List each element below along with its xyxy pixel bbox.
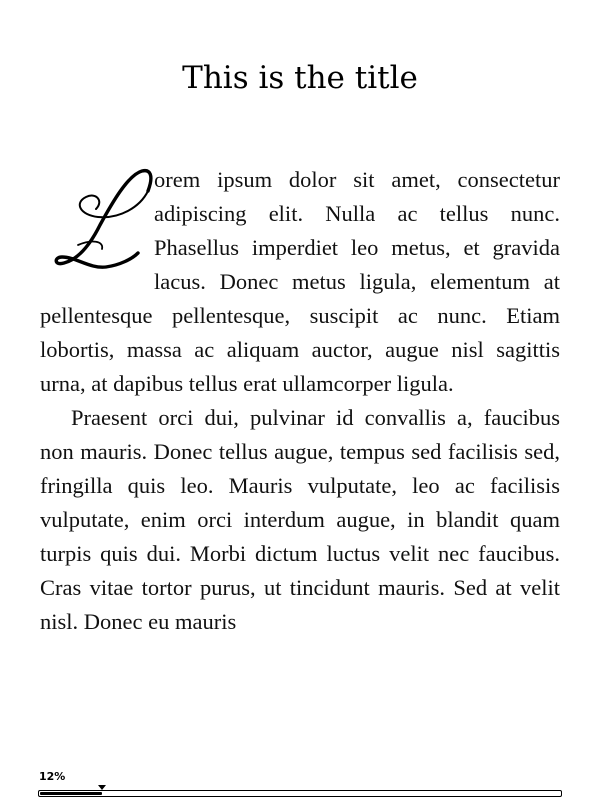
progress-fill bbox=[40, 792, 102, 795]
reading-progress-bar[interactable] bbox=[38, 770, 562, 800]
progress-percent: 12% bbox=[39, 770, 66, 783]
progress-track[interactable] bbox=[38, 790, 562, 797]
paragraph-1 bbox=[40, 163, 560, 401]
paragraph-1-text: orem ipsum dolor sit amet, consectetur adipiscing elit. Nulla ac tellus nunc. Phasellus imperdiet leo metus, et gravida lacus. Donec metus ligula, elementum at pellentesque pellentesque, suscipit ac nunc. Etiam lobortis, massa ac aliquam auctor, augue nisl sagittis urna, at dapibus tellus erat ullamcorper ligula. bbox=[40, 167, 560, 396]
progress-marker-icon[interactable] bbox=[98, 785, 106, 790]
chapter-title: This is the title bbox=[182, 60, 418, 96]
drop-cap bbox=[40, 163, 154, 275]
reading-content bbox=[40, 163, 560, 755]
drop-cap-letter-l bbox=[40, 163, 154, 275]
paragraph-2: Praesent orci dui, pulvinar id convallis a, faucibus non mauris. Donec tellus augue, tempus sed facilisis sed, fringilla quis leo. Mauris vulputate, leo ac facilisis vulputate, enim orci interdum augue, in blandit quam turpis quis dui. Morbi dictum luctus velit nec faucibus. Cras vitae tortor purus, ut tincidunt mauris. Sed at velit nisl. Donec eu mauris bbox=[40, 405, 560, 634]
